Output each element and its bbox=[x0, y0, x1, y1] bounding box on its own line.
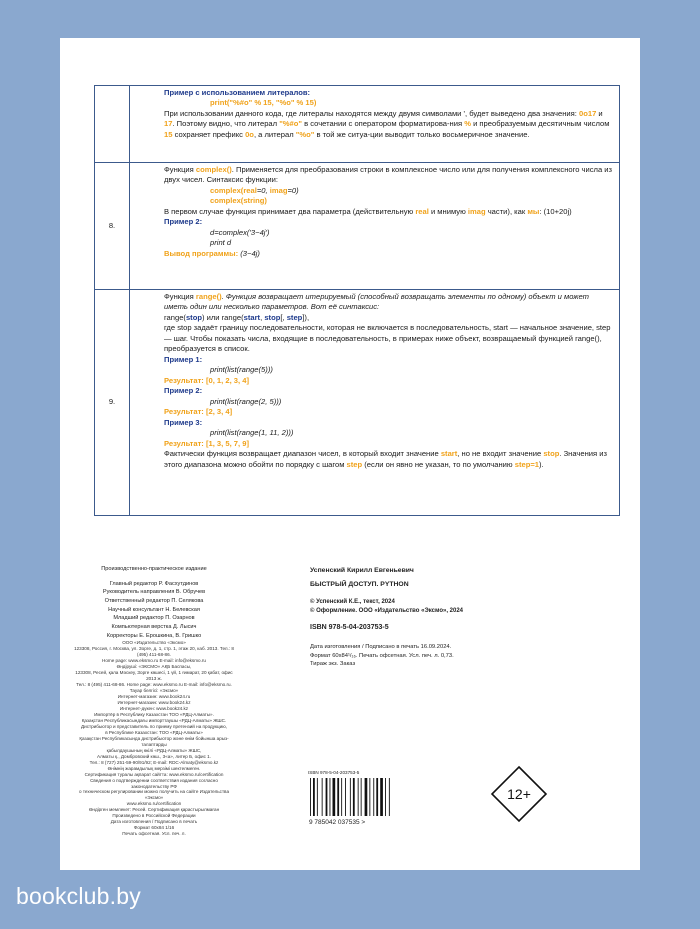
fine-print bbox=[74, 640, 234, 837]
staff-line: Корректоры Е. Ерошкина, В. Гришко bbox=[106, 632, 202, 639]
barcode-bar bbox=[326, 778, 328, 816]
result-line: Результат: [2, 3, 4] bbox=[164, 407, 233, 417]
barcode-bar bbox=[330, 778, 331, 816]
isbn: ISBN 978-5-04-203753-5 bbox=[310, 624, 389, 631]
barcode-bar bbox=[317, 778, 318, 816]
fine-print-line: 123308, Россия, г. Москва, ул. Зорге, д. 1, стр. 1, этаж 20, каб. 2013. Тел.: 8 (495) 411-68-86. bbox=[74, 646, 234, 658]
fine-print-line: в Республике Казахстан: ТОО «РДЦ-Алматы» bbox=[105, 729, 203, 735]
fine-print-line: www.eksmo.ru/certification bbox=[126, 801, 182, 807]
code-line: complex(real=0, imag=0) bbox=[210, 185, 299, 195]
fine-print-line: ООО «Издательство «Эксмо» bbox=[122, 640, 186, 646]
paragraph: Функция complex(). Применяется для преобразования строки в комплексное число или для получения комплексного числа из двух чисел. Синтаксис функции: bbox=[164, 165, 613, 185]
table-row bbox=[95, 163, 620, 290]
barcode-bar bbox=[365, 778, 368, 816]
fine-print-line: Өндірген мемлекет: Ресей. Сертификация қарастырылмаған bbox=[88, 807, 220, 813]
fine-print-line: Сведения о подтверждении соответствия издания согласно законодательству РФ bbox=[90, 777, 218, 789]
fine-print-line: Дистрибьютор и представитель по приему претензий на продукцию, bbox=[81, 723, 227, 729]
fine-print-line: Сертификация туралы ақпарат сайтта: www.eksmo.ru/certification bbox=[84, 771, 224, 777]
output-line: Вывод программы: (3−4j) bbox=[164, 248, 260, 258]
staff-line: Компьютерная верстка Д. Лысич bbox=[111, 623, 197, 630]
code-line: print d bbox=[210, 238, 232, 248]
barcode-bar bbox=[361, 778, 362, 816]
barcode-bar bbox=[313, 778, 315, 816]
barcode-bar bbox=[337, 778, 339, 816]
code-line: print(list(range(2, 5))) bbox=[210, 396, 282, 406]
fine-print-line: Тел.: 8 (727) 251-59-90/91/92; E-mail: RDC-Almaty@eksmo.kz bbox=[89, 759, 219, 765]
barcode-bar bbox=[322, 778, 323, 816]
fine-print-line: 123308, Ресей, қала Мәскеу, Зорге көшесі, 1 үй, 1 ғимарат, 20 қабат, офис 2013 ж. bbox=[75, 670, 233, 682]
paragraph: где stop задаёт границу последовательности, которая не включается в последовательность, start — начальное значение, step — шаг. Чтобы показать числа, входящие в последовательность, в примерах ниже объект, возвращаемый функцией range(), преобразуется в список. bbox=[164, 323, 611, 354]
fine-print-line: о техническом регулировании можно получить на сайте Издательства «Эксмо» bbox=[79, 789, 229, 801]
barcode-bar bbox=[353, 778, 355, 816]
code-line: print(list(range(1, 11, 2))) bbox=[210, 428, 294, 438]
imprint-left bbox=[74, 565, 234, 837]
paragraph: Фактически функция возвращает диапазон чисел, в который входит значение start, но не входит значение stop. Значения из этого диапазона можно обойти по порядку с шагом step (если он явно не указан, то по умолчанию step=1). bbox=[164, 449, 607, 469]
barcode-bar bbox=[376, 778, 378, 816]
staff-line: Младший редактор П. Озарнов bbox=[113, 615, 195, 622]
barcode-isbn: ISBN 978-5-04-203753-5 bbox=[308, 770, 360, 775]
row-number bbox=[95, 86, 130, 163]
example-heading: Пример 2: bbox=[164, 386, 203, 396]
print-format: Формат 60x84¹/₁₆. Печать офсетная. Усл. печ. л. 0,73. bbox=[310, 652, 454, 659]
age-rating-badge bbox=[490, 765, 548, 823]
barcode-bar bbox=[345, 778, 346, 816]
paragraph: Функция range(). Функция возвращает итерируемый (способный возвращать элементы по одному) объект и может иметь один или несколько параметров. Вот её синтаксис: bbox=[164, 292, 589, 312]
example-heading: Пример с использованием литералов: bbox=[164, 88, 311, 97]
fine-print-line: Дата изготовления / Подписано в печать bbox=[110, 819, 198, 825]
row-content bbox=[130, 290, 620, 516]
example-heading: Пример 2: bbox=[164, 217, 203, 227]
barcode-bar bbox=[385, 778, 386, 816]
fine-print-line: Тауар белгісі: «Эксмо» bbox=[129, 688, 179, 693]
staff-line: Главный редактор Р. Фасхутдинов bbox=[109, 580, 199, 587]
row-number: 9. bbox=[95, 290, 130, 516]
barcode-bar bbox=[380, 778, 383, 816]
fine-print-line: Интернет-дүкен: www.book24.kz bbox=[119, 705, 189, 711]
staff-line: Научный консультант Н. Белевская bbox=[108, 606, 200, 613]
paragraph: В первом случае функция принимает два параметра (действительную real и мнимую imag части), как мы: (10+20j) bbox=[164, 206, 572, 216]
code-line: print(list(range(5))) bbox=[210, 365, 273, 375]
row-content bbox=[130, 163, 620, 290]
fine-print-line: Произведено в Российской Федерации bbox=[112, 813, 196, 819]
edition-type: Производственно-практическое издание bbox=[101, 566, 207, 572]
author-name: Успенский Кирилл Евгеньевич bbox=[310, 567, 414, 574]
fine-print-line: Формат 60x84 1/16 bbox=[133, 825, 175, 831]
fine-print-line: Қазақстан Республикасында дистрибьютор және өнім бойынша арыз-талаптарды bbox=[79, 735, 229, 747]
age-rating-label: 12+ bbox=[507, 786, 531, 802]
barcode-bar bbox=[333, 778, 336, 816]
code-line: complex(string) bbox=[210, 196, 267, 206]
example-heading: Пример 3: bbox=[164, 417, 203, 427]
fine-print-line: Импортёр в Республику Казахстан ТОО «РДЦ-Алматы». bbox=[94, 711, 214, 717]
fine-print-line: Тел.: 8 (495) 411-68-86. Home page: www.eksmo.ru E-mail: info@eksmo.ru. bbox=[76, 682, 232, 688]
fine-print-line: Печать офсетная. Усл. печ. л. bbox=[122, 831, 186, 837]
brand-logo: bookclub.by bbox=[16, 883, 141, 909]
barcode bbox=[308, 770, 394, 831]
functions-table bbox=[94, 85, 620, 516]
print-date: Дата изготовления / Подписано в печать 16.09.2024. bbox=[310, 644, 452, 650]
code-line: d=complex('3−4j') bbox=[210, 227, 270, 237]
syntax-line: range(stop) или range(start, stop[, step]), bbox=[164, 312, 310, 322]
barcode-digits: 9 785042 037535 > bbox=[309, 819, 366, 826]
row-number: 8. bbox=[95, 163, 130, 290]
copyright-text: © Успенский К.Е., текст, 2024 bbox=[310, 599, 395, 605]
fine-print-line: Өндіруші: «ЭКСМО» АҚБ Баспасы, bbox=[116, 664, 192, 670]
barcode-icon bbox=[308, 778, 394, 826]
barcode-bar bbox=[310, 778, 311, 816]
staff-list bbox=[74, 580, 234, 641]
fine-print-line: Интернет-магазин: www.book24.ru bbox=[117, 693, 191, 699]
barcode-bar bbox=[358, 778, 359, 816]
table-row bbox=[95, 290, 620, 516]
imprint-right bbox=[310, 567, 510, 669]
fine-print-line: Интернет-магазин: www.book24.kz bbox=[117, 699, 191, 705]
example-heading: Пример 1: bbox=[164, 354, 203, 364]
fine-print-line: Home page: www.eksmo.ru E-mail: info@eksmo.ru bbox=[102, 658, 206, 664]
staff-line: Ответственный редактор П. Селякова bbox=[104, 597, 204, 604]
table-row bbox=[95, 86, 620, 163]
fine-print-line: Алматы қ., Домбровский көш., 3«а», литер Б, офис 1. bbox=[97, 753, 211, 759]
row-content bbox=[130, 86, 620, 163]
barcode-bar bbox=[373, 778, 374, 816]
print-run: Тираж экз. Заказ bbox=[310, 661, 356, 668]
code-line: print("%#o" % 15, "%o" % 15) bbox=[210, 98, 317, 108]
fine-print-line: Қазақстан Республикасындағы импорттаушы «РДЦ-Алматы» ЖШС. bbox=[81, 717, 227, 723]
paragraph: При использовании данного кода, где литералы находятся между двумя символами ', будет выведено два значения: 0o17 и 17. Поэтому видно, что литерал "%#o" в сочетании с оператором форматирова-ния % и преобразуемым десятичным числом 15 сохраняет префикс 0o, а литерал "%o" в той же ситуа-ции выводит только восьмеричное значение. bbox=[164, 108, 610, 139]
result-line: Результат: [0, 1, 2, 3, 4] bbox=[164, 375, 249, 385]
book-title: БЫСТРЫЙ ДОСТУП. PYTHON bbox=[310, 581, 409, 588]
copyright-design: © Оформление. ООО «Издательство «Эксмо», 2024 bbox=[310, 608, 464, 614]
fine-print-line: Өнімнің жарамдылық мерзімі шектелмеген. bbox=[107, 765, 201, 771]
barcode-bar bbox=[350, 778, 351, 816]
barcode-bar bbox=[341, 778, 342, 816]
barcode-bar bbox=[389, 778, 390, 816]
fine-print-line: қабылдаушының өкілі «РДЦ-Алматы» ЖШС, bbox=[106, 747, 202, 753]
result-line: Результат: [1, 3, 5, 7, 9] bbox=[164, 438, 249, 448]
barcode-bar bbox=[369, 778, 370, 816]
staff-line: Руководитель направления В. Обручев bbox=[102, 589, 206, 596]
